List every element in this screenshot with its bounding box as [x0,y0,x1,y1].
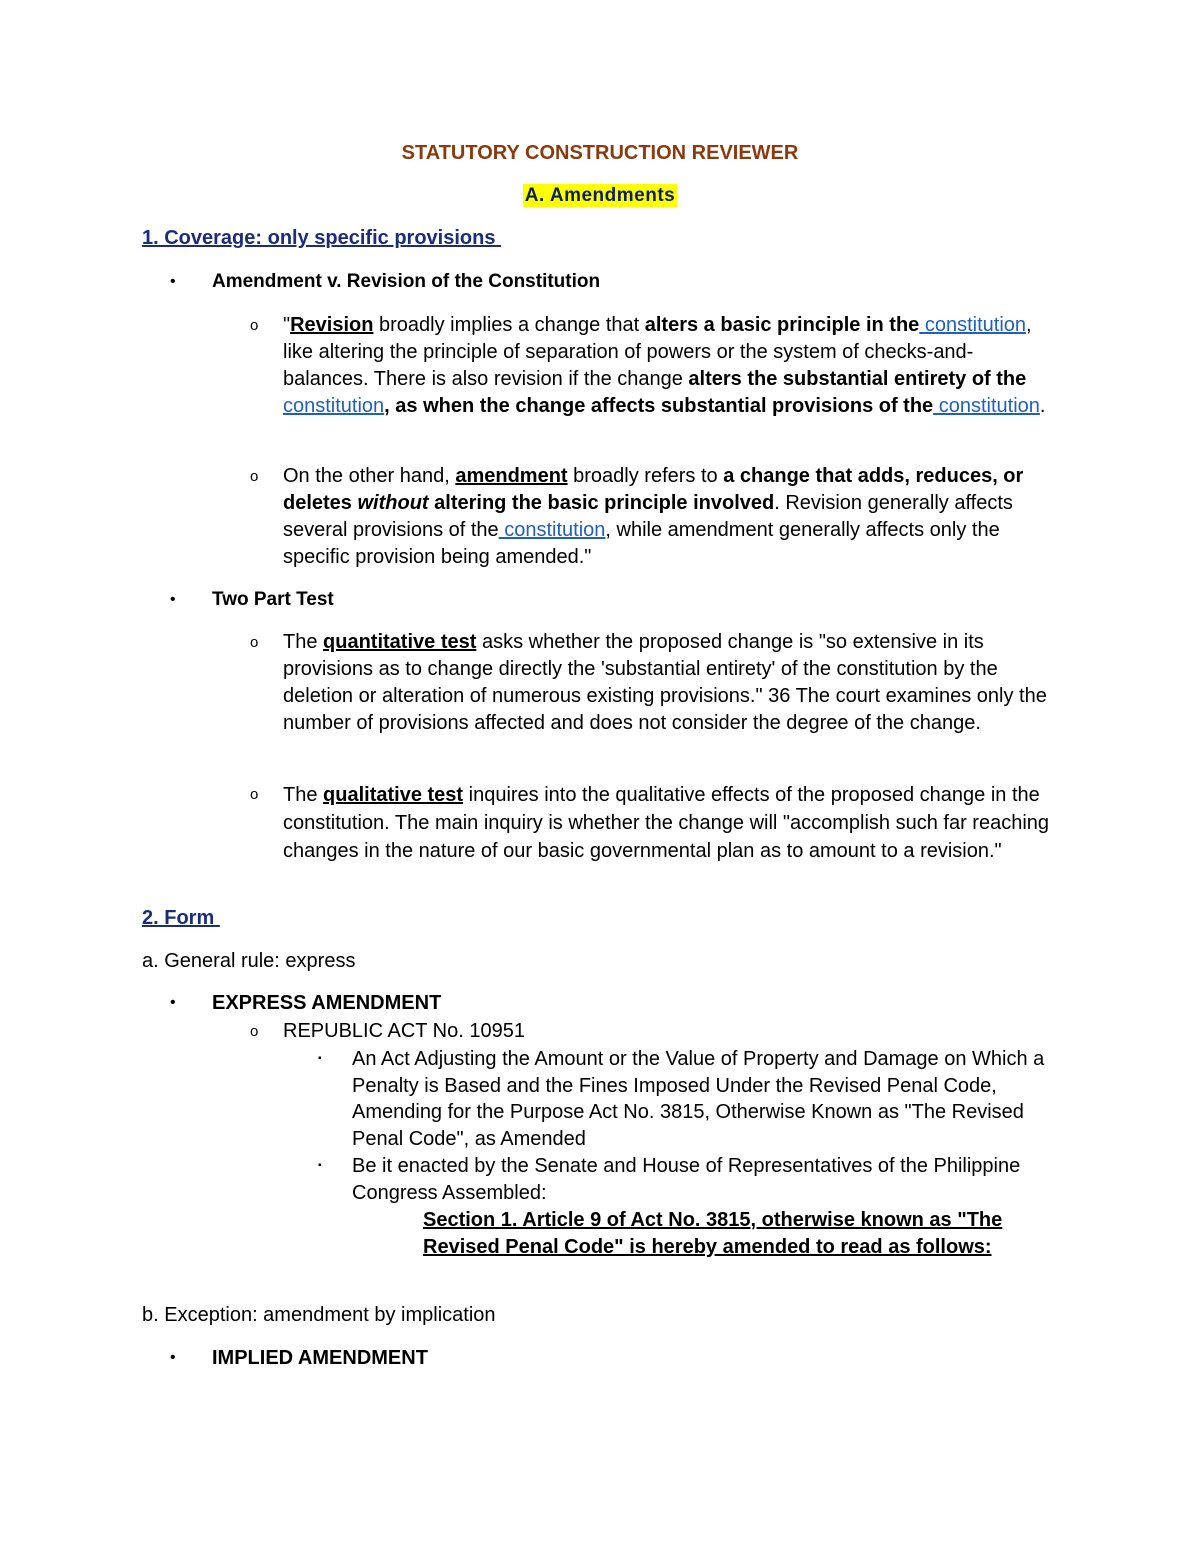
revision-paragraph [283,312,1058,420]
form-heading: 2. Form [142,907,220,929]
bold-run: , as when the change affects substantial provisions of the [384,395,934,417]
bullet-marker: • [170,994,176,1011]
bullet-label: IMPLIED AMENDMENT [212,1347,428,1369]
text-run: broadly implies a change that [373,314,645,336]
document-title: STATUTORY CONSTRUCTION REVIEWER [401,142,799,164]
quantitative-term: quantitative test [323,631,477,653]
bullet-implied-amendment [170,1346,428,1370]
republic-act-label: REPUBLIC ACT No. 10951 [283,1020,525,1042]
text-run: . Revision generally affects several provisions of the [283,492,1013,541]
qualitative-paragraph [283,781,1058,865]
section-subtitle: A. Amendments [524,185,676,206]
act-title-text: An Act Adjusting the Amount or the Value of Property and Damage on Which a Penalty is Based and the Fines Imposed Under the Revised Penal Code, Amending for the Purpose Act No. 3815, Otherwise Known as "The Revised Penal Code", as Amended [352,1048,1045,1150]
bullet-express-amendment [170,991,441,1015]
quantitative-paragraph [283,629,1058,737]
text-run: , while amendment generally affects only the specific provision being amended." [283,519,1000,568]
circle-marker: o [250,1023,259,1040]
revision-paragraph-row [250,312,1058,420]
quantitative-paragraph-row [250,629,1058,737]
circle-marker: o [250,317,259,334]
text-run: On the other hand, [283,465,456,487]
coverage-heading: 1. Coverage: only specific provisions [142,227,502,249]
republic-act-row [250,1018,1058,1045]
text-run: , like altering the principle of separation of powers or the system of checks-and-balances. There is also revision if the change [283,314,1032,390]
enactment-text: Be it enacted by the Senate and House of Representatives of the Philippine Congress Assembled: [352,1155,1021,1204]
bold-run: alters a basic principle in the [644,314,920,336]
general-rule-line: a. General rule: express [142,950,356,972]
subtitle-wrap [0,184,1200,207]
constitution-link[interactable]: constitution [498,519,606,541]
constitution-link[interactable]: constitution [933,395,1040,417]
section-one-text: Section 1. Article 9 of Act No. 3815, otherwise known as "The Revised Penal Code" is hereby amended to read as follows: [423,1209,1003,1258]
bold-run: alters the substantial entirety of the [688,368,1027,390]
bullet-label: EXPRESS AMENDMENT [212,992,442,1014]
act-title-row [318,1046,1052,1152]
bullet-amendment-vs-revision [170,270,600,294]
bullet-marker: • [170,273,176,290]
enactment-row [318,1153,1052,1206]
square-marker: ▪ [318,1160,322,1171]
text-run: inquires into the qualitative effects of the proposed change in the constitution. The main inquiry is whether the change will "accomplish such far reaching changes in the nature of our basic governmental plan as to amount to a revision." [283,784,1050,862]
bullet-label: Two Part Test [212,589,334,610]
text-run: " [283,314,291,336]
bold-run: a change that adds, reduces, or deletes [283,465,1024,514]
constitution-link[interactable]: constitution [283,395,385,417]
amendment-paragraph-row [250,463,1058,571]
revision-term: Revision [290,314,374,336]
text-run: The [283,631,324,653]
text-run: asks whether the proposed change is "so extensive in its provisions as to change directly the 'substantial entirety' of the constitution by the deletion or alteration of numerous existing provisions." 36 The court examines only the number of provisions affected and does not consider the degree of the change. [283,631,1047,734]
circle-marker: o [250,468,259,485]
bullet-marker: • [170,591,176,608]
text-run: The [283,784,324,806]
italic-run: without [357,492,429,514]
circle-marker: o [250,634,259,651]
amendment-term: amendment [455,465,568,487]
square-marker: ▪ [318,1053,322,1064]
text-run: . [1039,395,1046,417]
amendment-paragraph [283,463,1058,571]
bold-run: altering the basic principle involved [428,492,775,514]
bullet-marker: • [170,1349,176,1366]
exception-line: b. Exception: amendment by implication [142,1304,496,1326]
qualitative-paragraph-row [250,781,1058,865]
text-run: broadly refers to [567,465,724,487]
bullet-two-part-test [170,588,334,612]
qualitative-term: qualitative test [323,784,464,806]
constitution-link[interactable]: constitution [919,314,1027,336]
bullet-label: Amendment v. Revision of the Constitution [212,271,601,292]
circle-marker: o [250,786,259,803]
